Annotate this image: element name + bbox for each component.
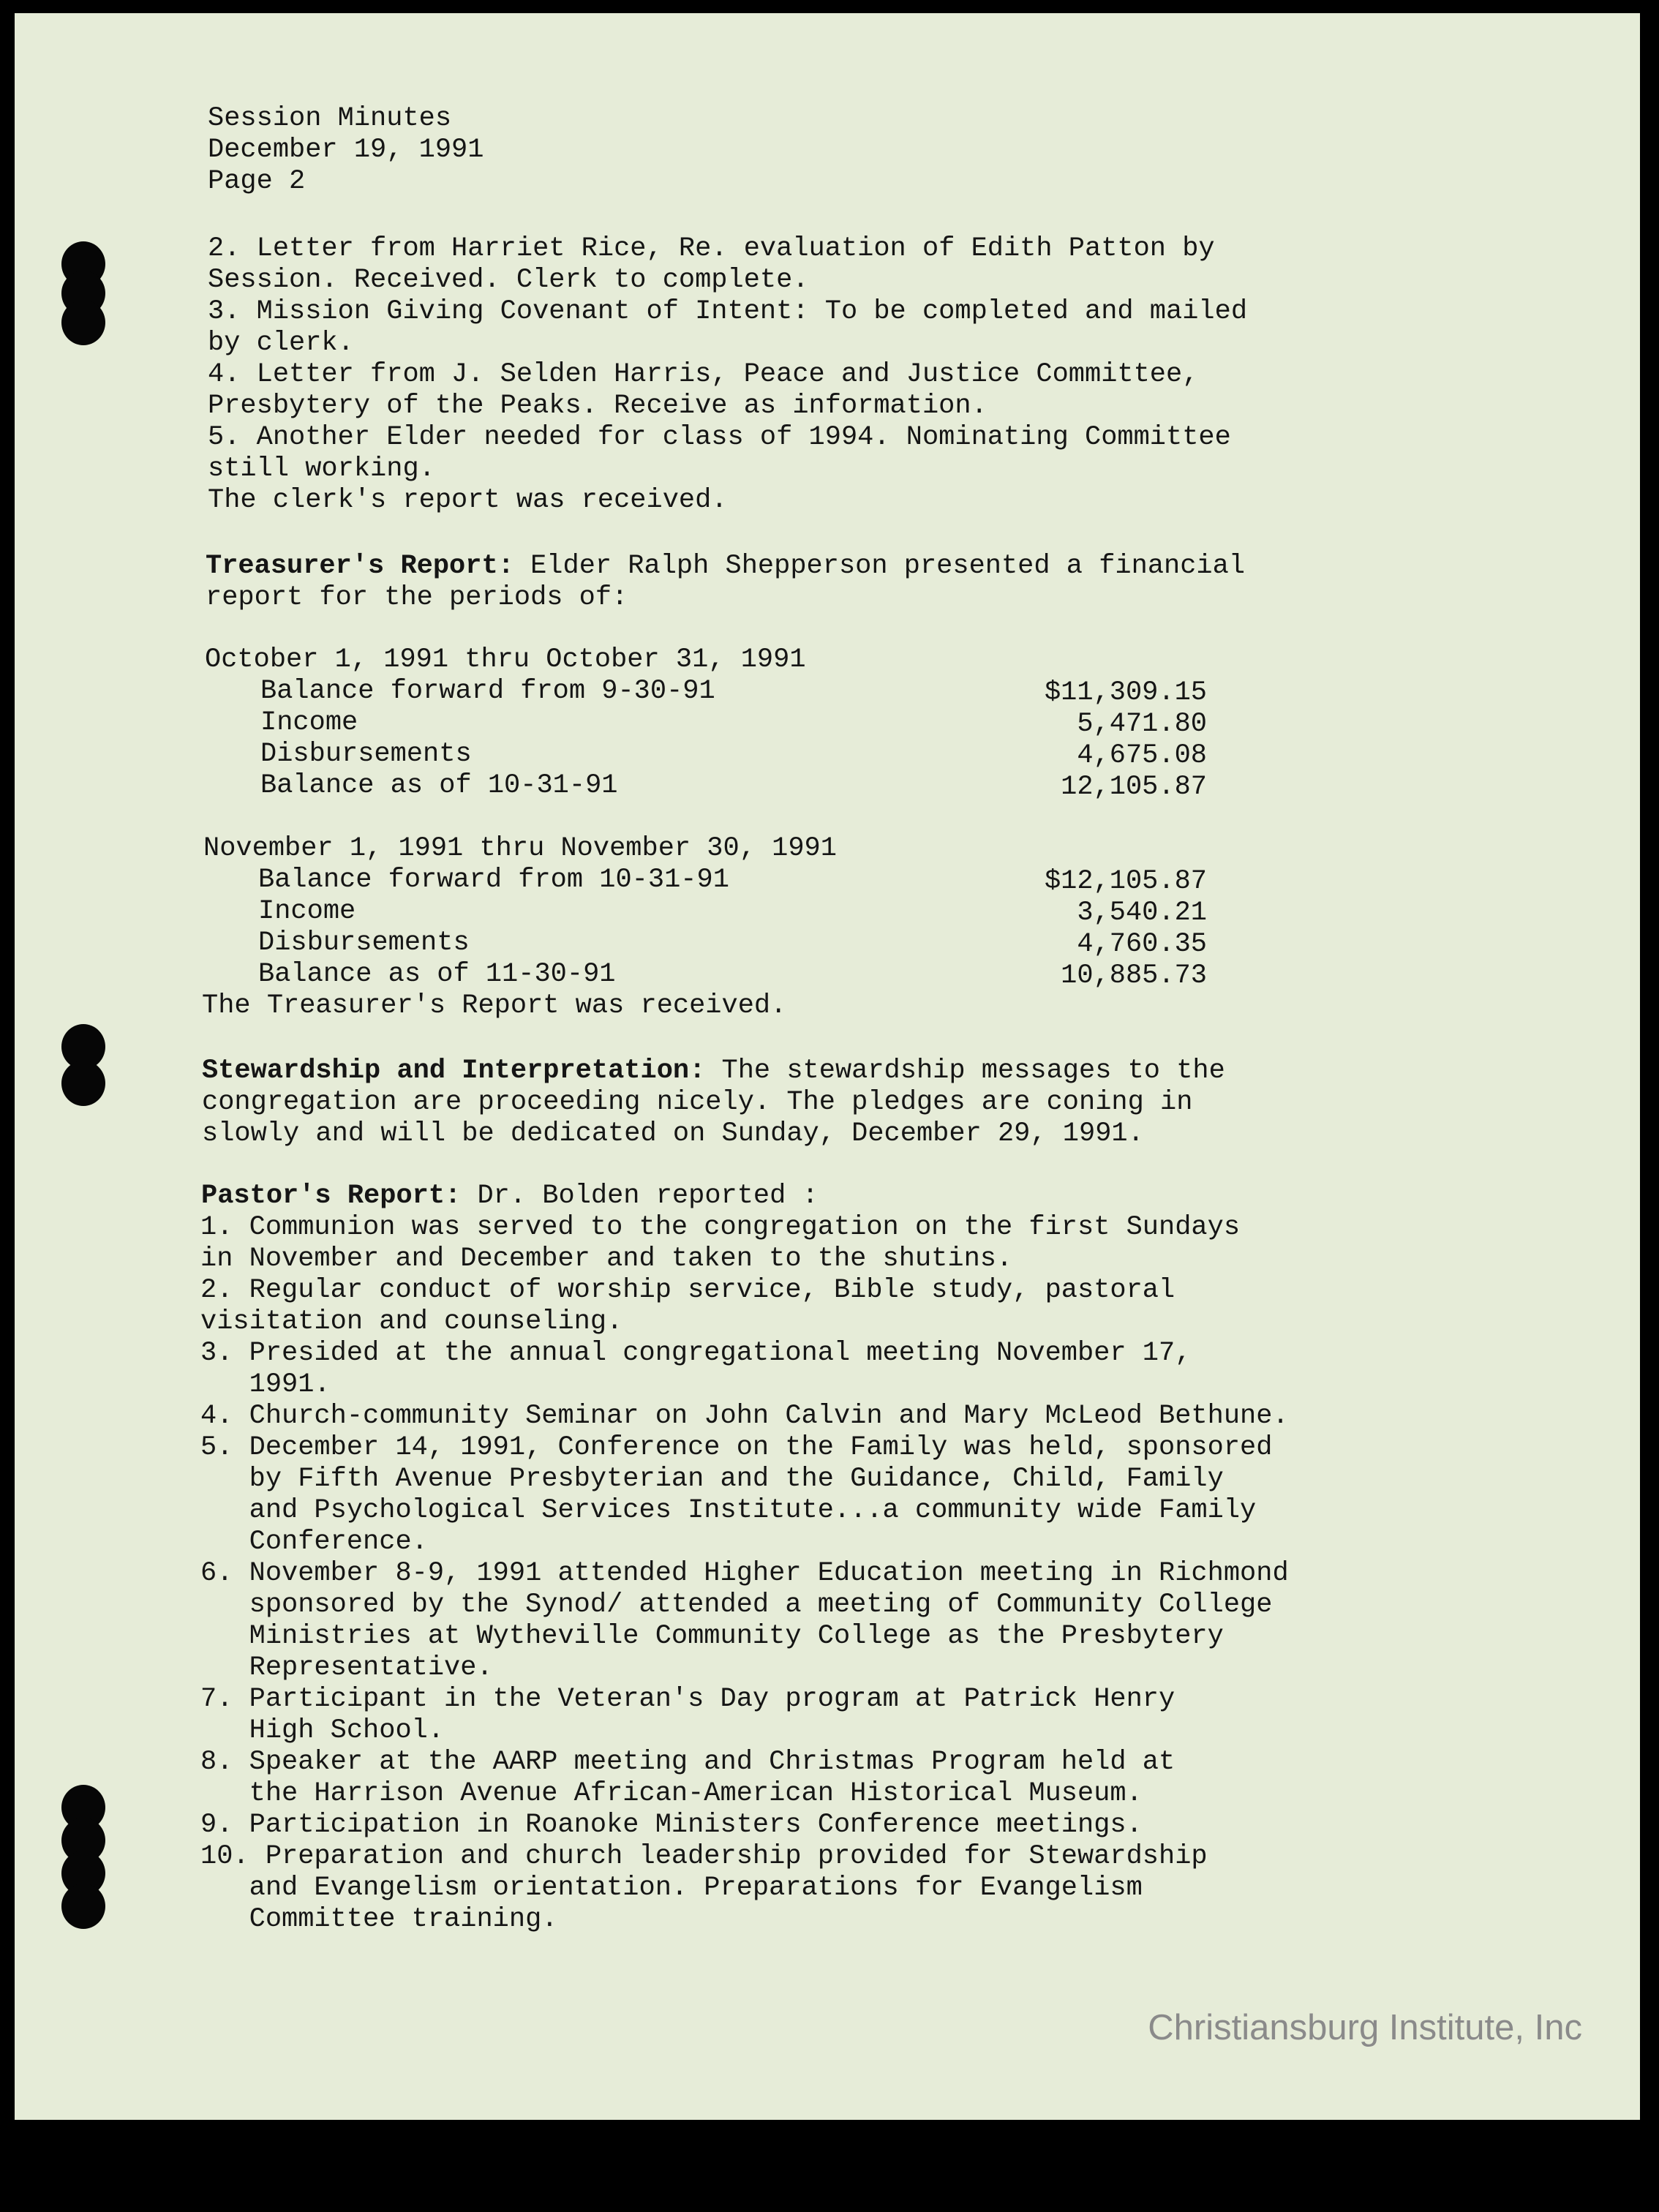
period-title: November 1, 1991 thru November 30, 1991 bbox=[203, 833, 837, 864]
pastor-line: 1991. bbox=[200, 1369, 331, 1400]
clerk-line: 3. Mission Giving Covenant of Intent: To be completed and mailed bbox=[208, 296, 1248, 327]
stewardship-line: congregation are proceeding nicely. The pledges are coning in bbox=[202, 1087, 1193, 1118]
section-heading: Pastor's Report: bbox=[201, 1181, 462, 1211]
ledger-amount: 10,885.73 bbox=[1061, 960, 1207, 991]
clerk-line: The clerk's report was received. bbox=[208, 485, 728, 516]
pastor-line: Representative. bbox=[200, 1652, 493, 1683]
clerk-line: 5. Another Elder needed for class of 1994. Nominating Committee bbox=[208, 422, 1231, 453]
ledger-label: Balance forward from 10-31-91 bbox=[258, 865, 729, 895]
pastor-line: 4. Church-community Seminar on John Calvin and Mary McLeod Bethune. bbox=[200, 1401, 1289, 1432]
ledger-label: Income bbox=[260, 707, 358, 738]
pastor-line: Conference. bbox=[200, 1527, 428, 1557]
pastor-line: Ministries at Wytheville Community College as the Presbytery bbox=[200, 1621, 1224, 1652]
period-title: October 1, 1991 thru October 31, 1991 bbox=[205, 644, 806, 675]
pastor-text: Dr. Bolden reported : bbox=[461, 1181, 819, 1211]
pastor-line: 7. Participant in the Veteran's Day program at Patrick Henry bbox=[200, 1684, 1175, 1715]
pastor-line: sponsored by the Synod/ attended a meeting of Community College bbox=[200, 1590, 1273, 1620]
treasurer-received: The Treasurer's Report was received. bbox=[202, 990, 787, 1021]
pastor-line: 3. Presided at the annual congregational meeting November 17, bbox=[200, 1338, 1192, 1369]
pastor-line: High School. bbox=[200, 1715, 445, 1746]
page-number: Page 2 bbox=[208, 166, 306, 197]
ledger-label: Disbursements bbox=[260, 739, 472, 770]
ledger-label: Disbursements bbox=[258, 928, 470, 958]
ledger-amount: 3,540.21 bbox=[1077, 898, 1207, 928]
pastor-line: 1. Communion was served to the congregation on the first Sundays bbox=[200, 1212, 1241, 1243]
pastor-line: in November and December and taken to the shutins. bbox=[200, 1244, 1013, 1274]
pastor-line: by Fifth Avenue Presbyterian and the Guidance, Child, Family bbox=[200, 1464, 1224, 1494]
treasurer-text: Elder Ralph Shepperson presented a financial bbox=[514, 551, 1246, 582]
ledger-label: Income bbox=[258, 896, 356, 927]
ledger-label: Balance forward from 9-30-91 bbox=[260, 676, 715, 707]
stewardship-text: The stewardship messages to the bbox=[705, 1056, 1225, 1086]
stewardship-line: slowly and will be dedicated on Sunday, December 29, 1991. bbox=[202, 1118, 1144, 1149]
pastor-line: 6. November 8-9, 1991 attended Higher Education meeting in Richmond bbox=[200, 1558, 1289, 1589]
ledger-amount: 4,760.35 bbox=[1077, 929, 1207, 960]
clerk-line: 4. Letter from J. Selden Harris, Peace and Justice Committee, bbox=[208, 359, 1199, 390]
pastor-line: Committee training. bbox=[200, 1904, 558, 1935]
ledger-amount: 12,105.87 bbox=[1061, 772, 1207, 802]
clerk-line: Session. Received. Clerk to complete. bbox=[208, 265, 809, 296]
treasurer-intro bbox=[206, 551, 1245, 582]
ledger-amount: $11,309.15 bbox=[1044, 677, 1207, 708]
pastor-line: the Harrison Avenue African-American Historical Museum. bbox=[200, 1778, 1143, 1809]
ledger-label: Balance as of 10-31-91 bbox=[260, 770, 618, 801]
treasurer-line: report for the periods of: bbox=[206, 582, 628, 613]
pastor-line: 5. December 14, 1991, Conference on the Family was held, sponsored bbox=[200, 1432, 1273, 1463]
section-heading: Treasurer's Report: bbox=[206, 551, 514, 582]
pastor-line: 8. Speaker at the AARP meeting and Christmas Program held at bbox=[200, 1747, 1175, 1778]
ledger-amount: 4,675.08 bbox=[1077, 740, 1207, 771]
pastor-intro bbox=[201, 1181, 819, 1211]
clerk-line: still working. bbox=[208, 454, 435, 484]
pastor-line: 10. Preparation and church leadership provided for Stewardship bbox=[200, 1841, 1208, 1872]
doc-date: December 19, 1991 bbox=[208, 135, 484, 165]
watermark: Christiansburg Institute, Inc bbox=[1148, 2008, 1582, 2047]
ledger-amount: $12,105.87 bbox=[1044, 866, 1207, 897]
clerk-line: Presbytery of the Peaks. Receive as information. bbox=[208, 391, 988, 421]
doc-title: Session Minutes bbox=[208, 103, 452, 134]
stewardship-intro bbox=[202, 1056, 1225, 1086]
section-heading: Stewardship and Interpretation: bbox=[202, 1056, 706, 1086]
pastor-line: 9. Participation in Roanoke Ministers Conference meetings. bbox=[200, 1810, 1143, 1840]
pastor-line: and Evangelism orientation. Preparations for Evangelism bbox=[200, 1873, 1143, 1903]
clerk-line: by clerk. bbox=[208, 328, 354, 358]
ledger-label: Balance as of 11-30-91 bbox=[258, 959, 616, 990]
ledger-amount: 5,471.80 bbox=[1077, 709, 1207, 740]
pastor-line: visitation and counseling. bbox=[200, 1306, 623, 1337]
pastor-line: 2. Regular conduct of worship service, Bible study, pastoral bbox=[200, 1275, 1175, 1306]
clerk-line: 2. Letter from Harriet Rice, Re. evaluation of Edith Patton by bbox=[208, 233, 1215, 264]
pastor-line: and Psychological Services Institute...a community wide Family bbox=[200, 1495, 1257, 1526]
